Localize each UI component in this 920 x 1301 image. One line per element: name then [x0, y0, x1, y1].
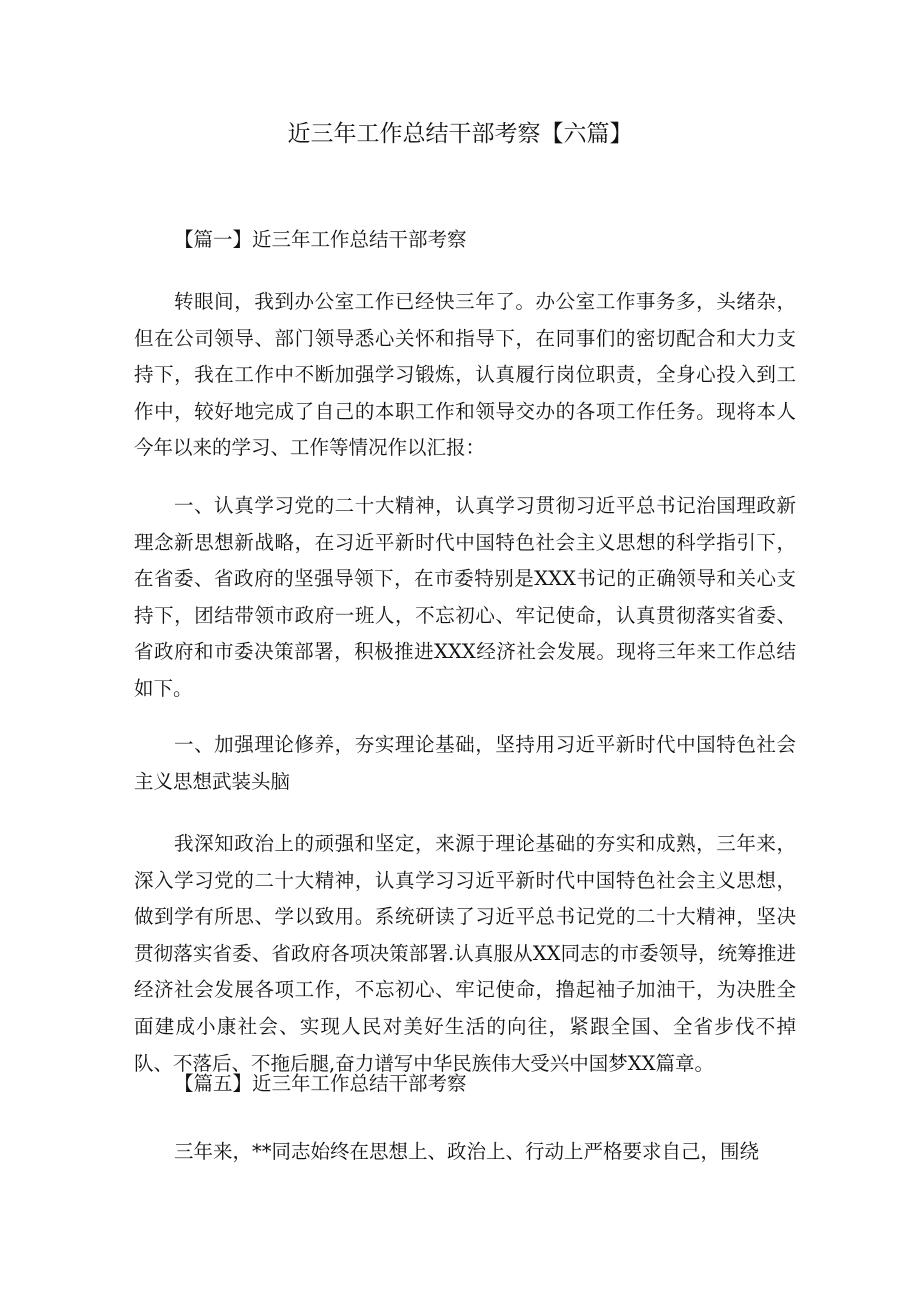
document-title: 近三年工作总结干部考察【六篇】 — [287, 121, 633, 147]
section-heading-1: 【篇一】近三年工作总结干部考察 — [174, 228, 467, 251]
paragraph-1: 转眼间，我到办公室工作已经快三年了。办公室工作事务多，头绪杂，但在公司领导、部门领导悉心关怀和指导下，在同事们的密切配合和大力支持下，我在工作中不断加强学习锻炼，认真履行岗位职责，全身心投入到工作中，较好地完成了自己的本职工作和领导交办的各项工作任务。现将本人今年以来的学习、工作等情况作以汇报： — [134, 290, 796, 460]
paragraph-2: 一、认真学习党的二十大精神，认真学习贯彻习近平总书记治国理政新理念新思想新战略，在习近平新时代中国特色社会主义思想的科学指引下，在省委、省政府的坚强导领下，在市委特别是XXX书记的正确领导和关心支持下，团结带领市政府一班人，不忘初心、牢记使命，认真贯彻落实省委、省政府和市委决策部署，积极推进XXX经济社会发展。现将三年来工作总结如下。 — [134, 494, 796, 700]
paragraph-5: 三年来，**同志始终在思想上、政治上、行动上严格要求自己，围绕 — [174, 1140, 760, 1163]
paragraph-3: 一、加强理论修养，夯实理论基础，坚持用习近平新时代中国特色社会主义思想武装头脑 — [134, 733, 796, 793]
section-heading-5: 【篇五】近三年工作总结干部考察 — [174, 1072, 467, 1095]
paragraph-4: 我深知政治上的顽强和坚定，来源于理论基础的夯实和成熟，三年来，深入学习党的二十大精神，认真学习习近平新时代中国特色社会主义思想，做到学有所思、学以致用。系统研读了习近平总书记党的二十大精神，坚决贯彻落实省委、省政府各项决策部署.认真服从XX同志的市委领导，统筹推进经济社会发展各项工作，不忘初心、牢记使命，撸起袖子加油干，为决胜全面建成小康社会、实现人民对美好生活的向往，紧跟全国、全省步伐不掉队、不落后、不拖后腿,奋力谱写中华民族伟大受兴中国梦XX篇章。 — [134, 832, 796, 1075]
